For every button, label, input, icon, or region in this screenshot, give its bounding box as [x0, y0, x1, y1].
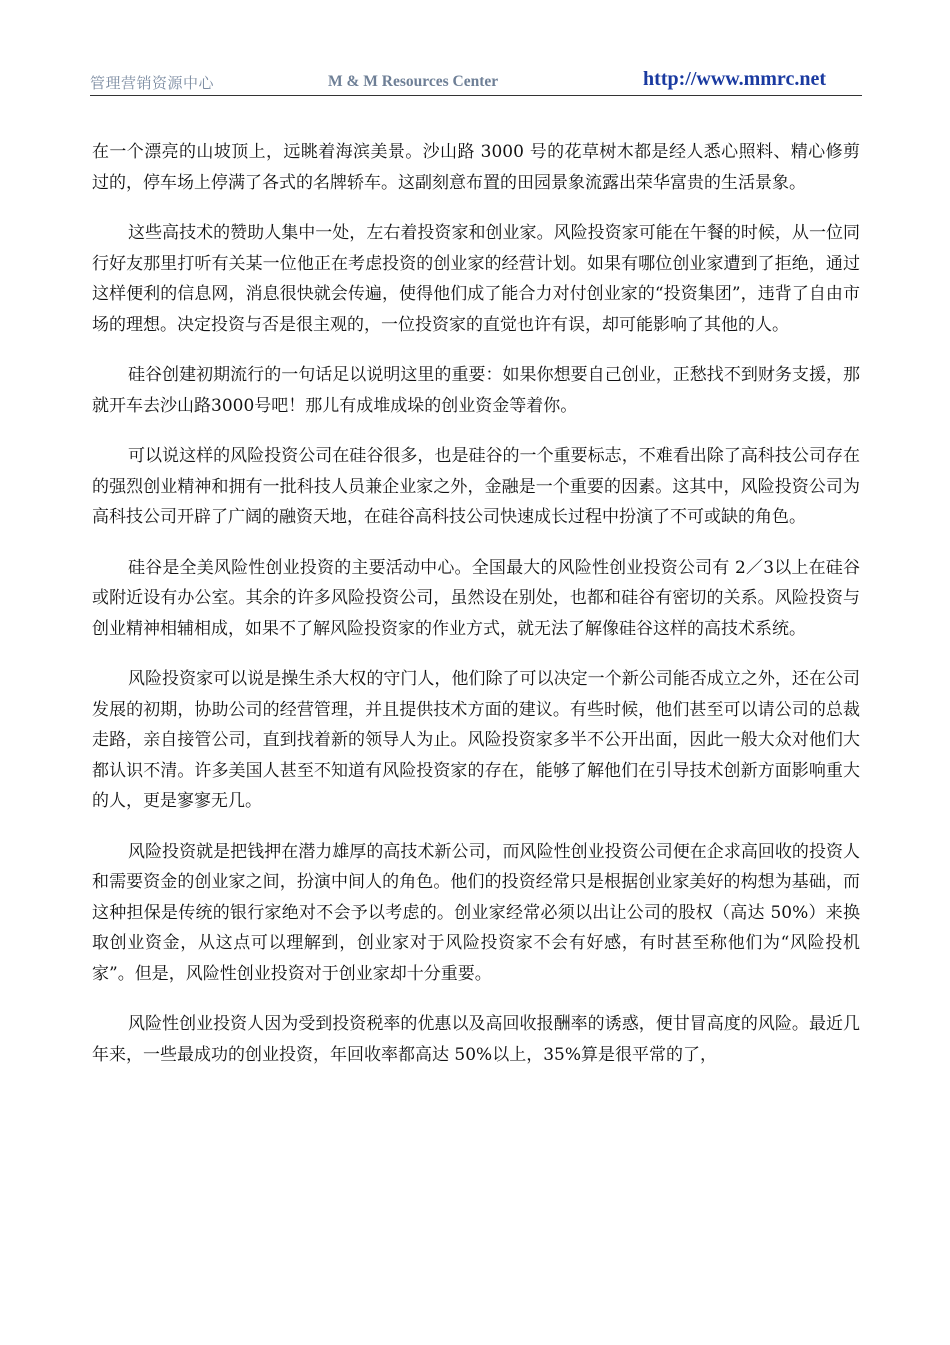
header-url-link[interactable]: http://www.mmrc.net [643, 68, 826, 90]
paragraph-4: 可以说这样的风险投资公司在硅谷很多，也是硅谷的一个重要标志，不难看出除了高科技公司存在的强烈创业精神和拥有一批科技人员兼企业家之外，金融是一个重要的因素。这其中，风险投资公司为高科技公司开辟了广阔的融资天地，在硅谷高科技公司快速成长过程中扮演了不可或缺的角色。 [92, 446, 860, 527]
paragraph-1: 在一个漂亮的山坡顶上，远眺着海滨美景。沙山路 3000 号的花草树木都是经人悉心照料、精心修剪过的，停车场上停满了各式的名牌轿车。这副刻意布置的田园景象流露出荣华富贵的生活景象。 [92, 142, 860, 193]
header-divider [90, 95, 862, 96]
paragraph-2: 这些高技术的赞助人集中一处，左右着投资家和创业家。风险投资家可能在午餐的时候，从一位同行好友那里打听有关某一位他正在考虑投资的创业家的经营计划。如果有哪位创业家遭到了拒绝，通过这样便利的信息网，消息很快就会传遍，使得他们成了能合力对付创业家的“投资集团”，违背了自由市场的理想。决定投资与否是很主观的，一位投资家的直觉也许有误，却可能影响了其他的人。 [92, 223, 860, 335]
paragraph-3: 硅谷创建初期流行的一句话足以说明这里的重要：如果你想要自己创业，正愁找不到财务支援，那就开车去沙山路3000号吧！那儿有成堆成垛的创业资金等着你。 [92, 365, 860, 416]
paragraph-6: 风险投资家可以说是操生杀大权的守门人，他们除了可以决定一个新公司能否成立之外，还在公司发展的初期，协助公司的经营管理，并且提供技术方面的建议。有些时候，他们甚至可以请公司的总裁走路，亲自接管公司，直到找着新的领导人为止。风险投资家多半不公开出面，因此一般大众对他们大都认识不清。许多美国人甚至不知道有风险投资家的存在，能够了解他们在引导技术创新方面影响重大的人，更是寥寥无几。 [92, 669, 860, 811]
page-header [90, 68, 862, 96]
paragraph-8: 风险性创业投资人因为受到投资税率的优惠以及高回收报酬率的诱惑，便甘冒高度的风险。最近几年来，一些最成功的创业投资，年回收率都高达 50%以上，35%算是很平常的了， [92, 1014, 860, 1065]
paragraph-7: 风险投资就是把钱押在潜力雄厚的高技术新公司，而风险性创业投资公司便在企求高回收的投资人和需要资金的创业家之间，扮演中间人的角色。他们的投资经常只是根据创业家美好的构想为基础，而这种担保是传统的银行家绝对不会予以考虑的。创业家经常必须以出让公司的股权（高达 50%）来换取创业资金，从这点可以理解到，创业家对于风险投资家不会有好感，有时甚至称他们为“风险投机家”。但是，风险性创业投资对于创业家却十分重要。 [92, 841, 860, 984]
paragraph-5: 硅谷是全美风险性创业投资的主要活动中心。全国最大的风险性创业投资公司有 2／3以上在硅谷或附近设有办公室。其余的许多风险投资公司，虽然设在别处，也都和硅谷有密切的关系。风险投资与创业精神相辅相成，如果不了解风险投资家的作业方式，就无法了解像硅谷这样的高技术系统。 [92, 557, 860, 639]
document-body [92, 137, 860, 1090]
header-org-name-cn: 管理营销资源中心 [90, 74, 215, 92]
header-org-name-en: M & M Resources Center [328, 73, 499, 90]
